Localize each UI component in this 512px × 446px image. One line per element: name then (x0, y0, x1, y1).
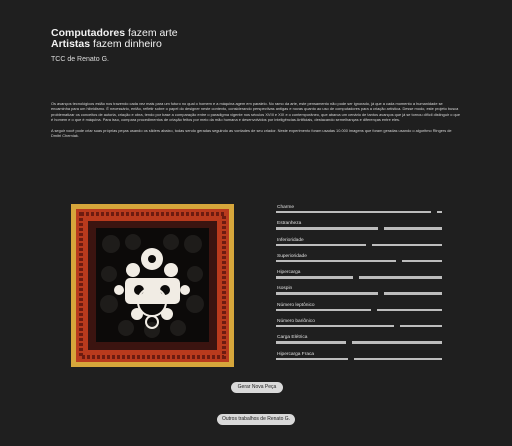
slider-track[interactable] (276, 309, 442, 311)
slider-label: Superioridade (277, 253, 307, 259)
slider-track[interactable] (276, 211, 442, 213)
intro-paragraph-2: A seguir você pode criar suas próprias peças usando os sliders abaixo, todas sendo geradas seguindo as vontades de seu criador. Neste experimento foram usadas 10.000 imagens que foram geradas usando o algoritmo Ringers de Dmitri Cherniak. (51, 127, 452, 139)
slider-track[interactable] (276, 341, 442, 343)
slider-track[interactable] (276, 276, 442, 278)
slider-track[interactable] (276, 325, 442, 327)
title-line1-bold: Computadores (51, 27, 126, 39)
generate-piece-button[interactable]: Gerar Nova Peça (231, 382, 283, 393)
slider-thumb[interactable] (353, 275, 359, 280)
slider-charme[interactable] (276, 205, 446, 221)
slider-superioridade[interactable] (276, 254, 446, 270)
slider-thumb[interactable] (431, 210, 437, 215)
slider-track[interactable] (276, 260, 442, 262)
slider-thumb[interactable] (346, 340, 352, 345)
slider-thumb[interactable] (396, 258, 402, 263)
slider-label: Estranheza (277, 221, 302, 227)
slider-track[interactable] (276, 244, 442, 246)
page-subtitle: TCC de Renato G. (51, 56, 109, 63)
slider-label: Hipercarga Fraca (277, 351, 315, 357)
title-line2-bold: Artistas (51, 38, 91, 50)
slider-thumb[interactable] (366, 242, 372, 247)
slider-track[interactable] (276, 358, 442, 360)
slider-track[interactable] (276, 292, 442, 294)
slider-hipercarga-fraca[interactable] (276, 352, 446, 368)
slider-label: Número leptônico (277, 302, 315, 308)
intro-paragraph-1: Os avanços tecnológicos estão nos trazendo cada vez mais para um futuro no qual o homem e a máquina agem em paralelo. No ramo da arte, este pensamento não pode ser ignorado, já que a cada momento a humanidade se encaminha para um hibridismo. É necessário, então, refletir sobre o papel do designer neste contexto, considerando perspectivas antigas e novas quanto ao uso de computadores para a criação artística. Desse modo, este projeto busca problematizar os conceitos de autoria, criação e obra, tendo por base a comparação entre o paradigma vigente nos séculos XVIII e XIX e o contemporâneo, que abarca um cenário de tantos avanços que já se tornou difícil distinguir o que é homem e o que é máquina. Para isso, compara procedimentos de criação feitos por meio da mão humana e desenvolvidos por inteligências Artificiais, destacando semelhanças e diferenças entre eles. (51, 101, 460, 123)
artwork-image (71, 204, 234, 367)
slider-label: Isospin (277, 286, 293, 292)
generated-artwork (71, 204, 234, 367)
attribute-sliders (276, 205, 446, 368)
slider-numero-barionico[interactable] (276, 319, 446, 335)
slider-carga-eletrica[interactable] (276, 335, 446, 351)
slider-hipercarga[interactable] (276, 270, 446, 286)
slider-label: Hipercarga (277, 270, 301, 276)
slider-estranheza[interactable] (276, 221, 446, 237)
slider-label: Número bariônico (277, 319, 315, 325)
other-works-button[interactable]: Outros trabalhos de Renato G. (217, 414, 295, 425)
title-line2-rest: fazem dinheiro (90, 38, 162, 50)
slider-label: Charme (277, 205, 295, 210)
slider-thumb[interactable] (394, 324, 400, 329)
slider-label: Carga Elétrica (277, 335, 308, 341)
slider-isospin[interactable] (276, 286, 446, 302)
title-line1-rest: fazem arte (125, 27, 178, 39)
slider-thumb[interactable] (378, 291, 384, 296)
slider-thumb[interactable] (348, 356, 354, 361)
intro-text (51, 101, 461, 143)
slider-numero-leptonico[interactable] (276, 303, 446, 319)
slider-inferioridade[interactable] (276, 238, 446, 254)
slider-thumb[interactable] (378, 226, 384, 231)
page-title (51, 28, 178, 50)
slider-thumb[interactable] (371, 307, 377, 312)
slider-track[interactable] (276, 227, 442, 229)
slider-label: Inferioridade (277, 237, 304, 243)
